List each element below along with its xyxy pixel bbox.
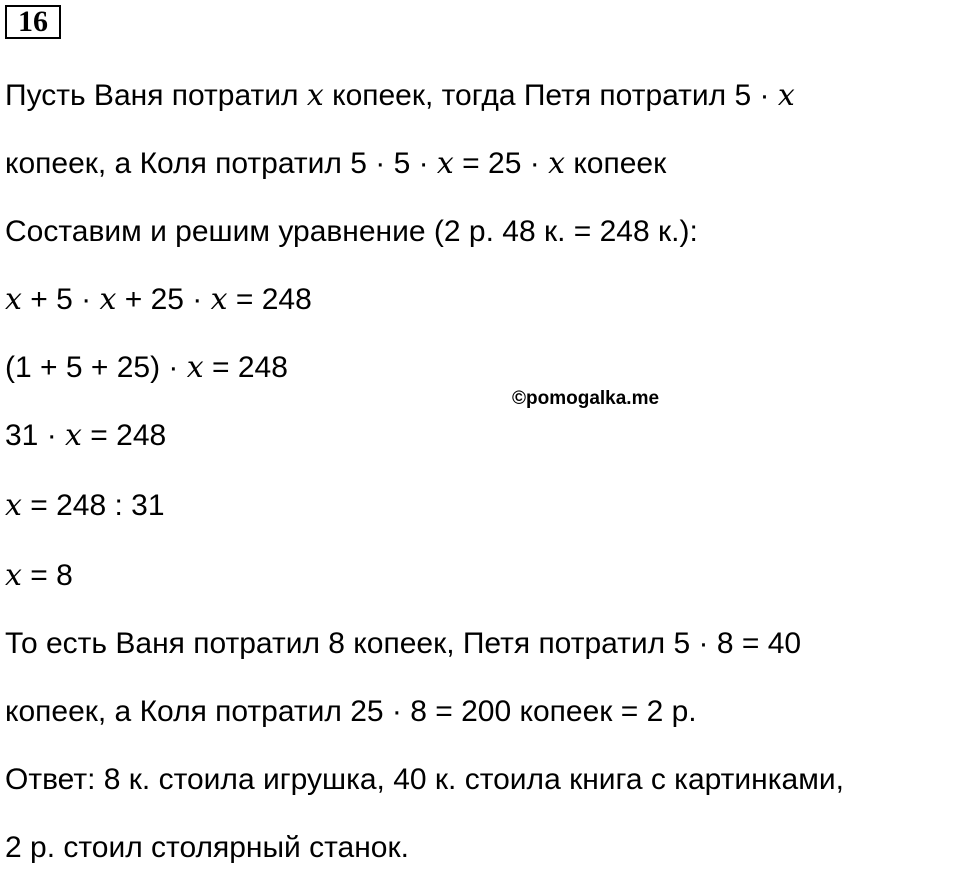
problem-number: 16: [5, 5, 61, 39]
variable-x: x: [777, 78, 795, 113]
variable-x: x: [5, 558, 22, 593]
text: Пусть Ваня потратил: [5, 79, 307, 112]
variable-x: x: [210, 282, 228, 317]
variable-x: x: [186, 350, 204, 385]
conclusion-line-1: [5, 626, 801, 662]
text: = 8: [21, 559, 73, 592]
text: + 25 ·: [116, 283, 211, 316]
variable-x: x: [65, 418, 82, 453]
text: = 25 ·: [453, 147, 549, 180]
text: копеек: [564, 147, 667, 180]
text: 2 р. стоил столярный станок.: [5, 831, 409, 864]
variable-x: x: [99, 282, 117, 317]
text: (1 + 5 + 25) ·: [5, 351, 187, 384]
text: = 248: [81, 419, 167, 452]
variable-x: x: [5, 488, 22, 523]
equation-line-2: [5, 350, 288, 386]
solution-line-1: [5, 78, 795, 114]
text: копеек, а Коля потратил 25 · 8 = 200 копеек = 2 р.: [5, 695, 697, 728]
variable-x: x: [436, 146, 454, 181]
text: Ответ: 8 к. стоила игрушка, 40 к. стоила книга с картинками,: [5, 763, 844, 796]
equation-line-4: [5, 488, 165, 524]
conclusion-line-2: [5, 694, 697, 730]
variable-x: x: [548, 146, 565, 181]
variable-x: x: [306, 78, 324, 113]
text: То есть Ваня потратил 8 копеек, Петя потратил 5 · 8 = 40: [5, 627, 802, 660]
equation-line-5: [5, 558, 73, 594]
variable-x: x: [5, 282, 22, 317]
watermark: ©pomogalka.me: [512, 388, 660, 409]
answer-line-2: [5, 830, 409, 866]
solution-line-3: [5, 214, 698, 250]
text: + 5 ·: [21, 283, 100, 316]
equation-line-1: [5, 282, 312, 318]
text: = 248: [203, 351, 288, 384]
solution-line-2: [5, 146, 666, 182]
text: 31 ·: [5, 419, 66, 452]
equation-line-3: [5, 418, 166, 454]
answer-line-1: [5, 762, 844, 798]
text: копеек, тогда Петя потратил 5 ·: [323, 79, 778, 112]
text: копеек, а Коля потратил 5 · 5 ·: [5, 147, 437, 180]
text: = 248 : 31: [21, 489, 165, 522]
text: = 248: [227, 283, 312, 316]
text: Составим и решим уравнение (2 р. 48 к. = 248 к.):: [5, 215, 698, 248]
